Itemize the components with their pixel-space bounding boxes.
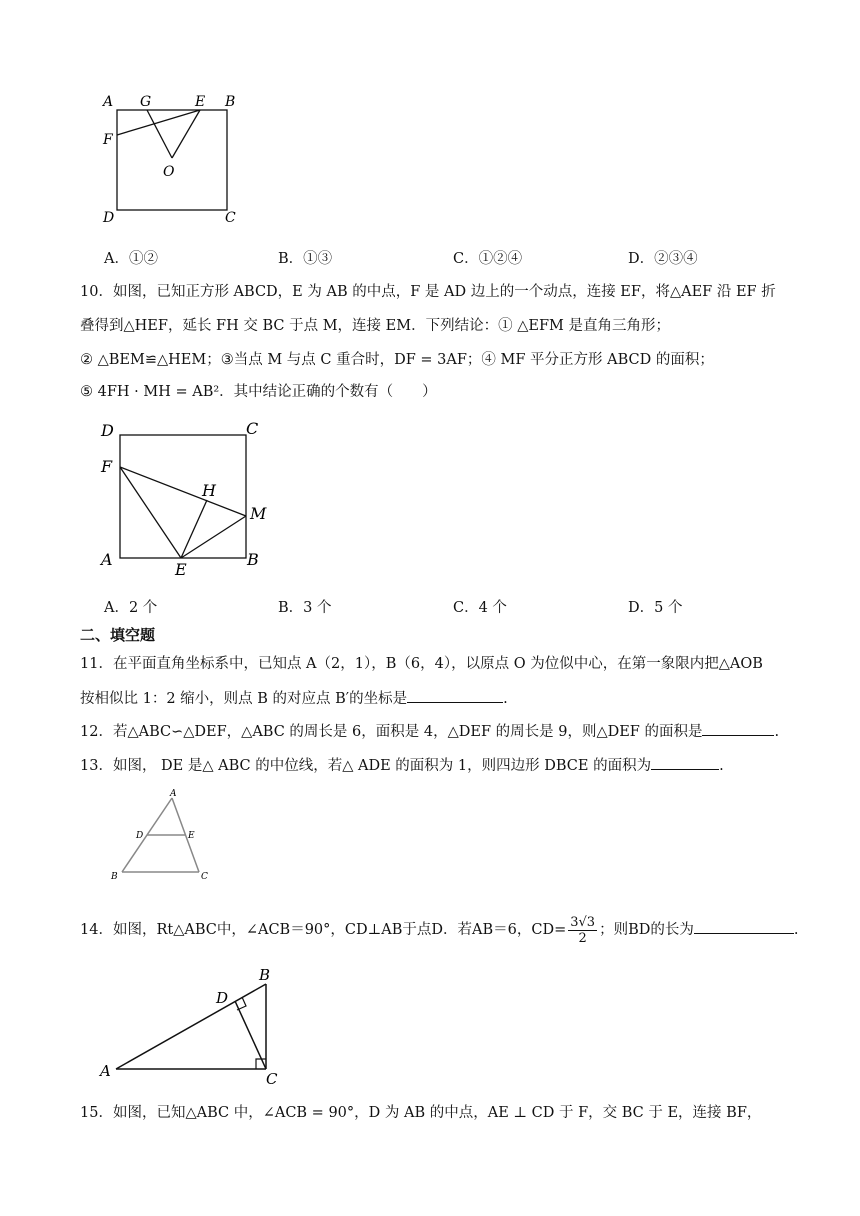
q14-label-c: C: [266, 1070, 278, 1088]
q10-label-b: B: [247, 550, 259, 569]
q10-option-a[interactable]: A．2 个: [104, 600, 158, 616]
q13-text: 13．如图， DE 是△ ABC 的中位线，若△ ADE 的面积为 1，则四边形 DBCE 的面积为: [80, 758, 652, 774]
q13-end: .: [719, 758, 724, 774]
q9-label-a: A: [103, 94, 114, 110]
q14-text-before: 14．如图，Rt△ABC中，∠ACB＝90°，CD⊥AB于点D．若AB＝6，CD=: [80, 922, 567, 938]
q14-answer-blank[interactable]: [694, 919, 794, 934]
q11-line-1: 11．在平面直角坐标系中，已知点 A（2，1），B（6，4），以原点 O 为位似中心，在第一象限内把△AOB: [80, 656, 763, 672]
q13-label-a: A: [170, 789, 177, 799]
q10-option-b[interactable]: B．3 个: [278, 600, 332, 616]
q9-label-e: E: [195, 94, 206, 110]
q10-label-c: C: [246, 419, 259, 438]
q10-label-e: E: [175, 560, 187, 579]
q9-figure: [95, 88, 255, 228]
q14-label-a: A: [100, 1062, 111, 1080]
q14-figure: [96, 962, 296, 1090]
q10-line-1: 10．如图，已知正方形 ABCD，E 为 AB 的中点，F 是 AD 边上的一个动点，连接 EF，将△AEF 沿 EF 折: [80, 284, 776, 300]
q12-end: .: [774, 724, 780, 740]
q11-answer-blank[interactable]: [407, 688, 503, 703]
q10-line-3: ② △BEM≌△HEM；③当点 M 与点 C 重合时，DF = 3AF；④ MF 平分正方形 ABCD 的面积；: [80, 352, 714, 368]
q13-label-b: B: [111, 872, 118, 882]
q13-label-d: D: [136, 831, 144, 841]
q14-fraction-denominator: 2: [578, 930, 587, 946]
q11-end: .: [503, 691, 508, 707]
q9-option-d[interactable]: D．②③④: [628, 251, 698, 267]
q10-label-a: A: [101, 550, 113, 569]
q14-end: .: [793, 922, 799, 938]
q10-line-2: 叠得到△HEF，延长 FH 交 BC 于点 M，连接 EM．下列结论：① △EFM 是直角三角形；: [80, 318, 670, 334]
q13-label-c: C: [201, 872, 208, 882]
q14-fraction: [568, 915, 597, 946]
q12-line: [80, 721, 779, 742]
q10-figure: [96, 414, 276, 584]
q9-label-c: C: [225, 210, 236, 226]
q10-label-m: M: [250, 504, 267, 523]
q13-label-e: E: [188, 831, 195, 841]
q10-line-4: ⑤ 4FH · MH = AB²．其中结论正确的个数有（ ）: [80, 384, 437, 400]
q10-option-c[interactable]: C．4 个: [453, 600, 507, 616]
q9-label-g: G: [140, 94, 152, 110]
q11-line-2: [80, 688, 508, 709]
q9-option-a[interactable]: A．①②: [104, 251, 158, 267]
q14-label-b: B: [259, 966, 271, 984]
q10-label-d: D: [101, 421, 114, 440]
q9-label-f: F: [103, 132, 113, 148]
q9-option-b[interactable]: B．①③: [278, 251, 333, 267]
section-heading-fill-blank: 二、填空题: [80, 626, 156, 644]
q14-line: [80, 906, 798, 954]
q14-text-after: ；则BD的长为: [599, 922, 694, 938]
q9-label-d: D: [103, 210, 115, 226]
q10-label-f: F: [101, 457, 113, 476]
q9-label-o: O: [163, 164, 175, 180]
q9-option-c[interactable]: C．①②④: [453, 251, 523, 267]
q13-answer-blank[interactable]: [651, 755, 719, 770]
q15-line: 15．如图，已知△ABC 中，∠ACB = 90°，D 为 AB 的中点，AE ⊥ CD 于 F，交 BC 于 E，连接 BF，: [80, 1105, 762, 1121]
q14-label-d: D: [216, 989, 229, 1007]
q14-fraction-numerator: 3√3: [570, 914, 596, 930]
q11-line-2-text: 按相似比 1：2 缩小，则点 B 的对应点 B′的坐标是: [80, 691, 408, 707]
q13-figure: [104, 786, 224, 886]
q9-label-b: B: [225, 94, 236, 110]
q10-option-d[interactable]: D．5 个: [628, 600, 683, 616]
q12-text: 12．若△ABC∽△DEF，△ABC 的周长是 6，面积是 4，△DEF 的周长是 9，则△DEF 的面积是: [80, 724, 703, 740]
q13-line: [80, 755, 724, 776]
q10-label-h: H: [202, 481, 216, 500]
q12-answer-blank[interactable]: [702, 721, 774, 736]
